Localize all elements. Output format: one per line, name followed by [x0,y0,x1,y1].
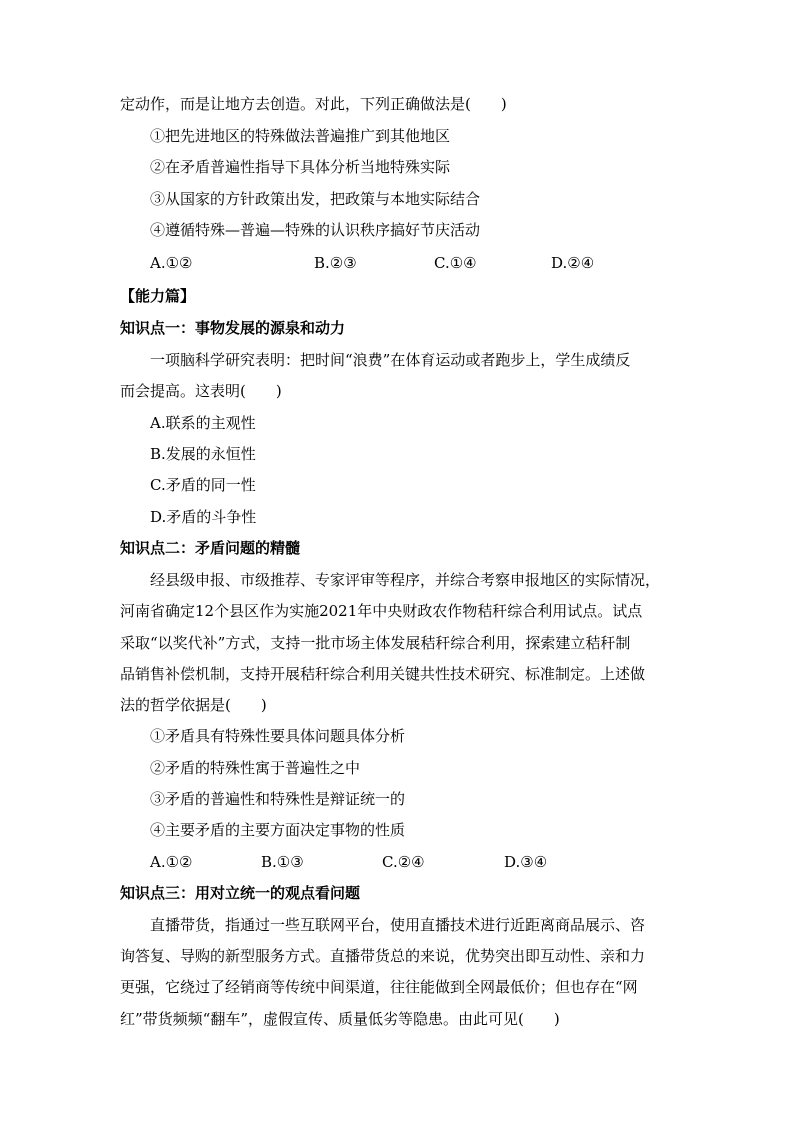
question-stem-line: 询答复、导购的新型服务方式。直播带货总的来说，优势突出即互动性、亲和力 [120,947,646,965]
option-a[interactable]: A.①② [150,853,193,871]
option-d[interactable]: D.③④ [504,853,548,871]
knowledge-point-heading: 知识点一：事物发展的源泉和动力 [120,319,346,337]
knowledge-point-heading: 知识点三：用对立统一的观点看问题 [120,884,361,902]
section-title: 【能力篇】 [120,287,196,305]
option-b[interactable]: B.发展的永恒性 [150,445,256,463]
question-stem-line: 品销售补偿机制，支持开展秸秆综合利用关键共性技术研究、标准制定。上述做 [120,665,646,683]
statement-item: ①把先进地区的特殊做法普遍推广到其他地区 [150,127,451,145]
option-c[interactable]: C.②④ [382,853,425,871]
option-b[interactable]: B.①③ [261,853,304,871]
option-a[interactable]: A.联系的主观性 [150,414,256,432]
statement-item: ②矛盾的特殊性寓于普遍性之中 [150,759,361,777]
statement-item: ③从国家的方针政策出发，把政策与本地实际结合 [150,190,481,208]
option-b[interactable]: B.②③ [314,254,357,272]
question-stem-line: 定动作，而是让地方去创造。对此，下列正确做法是( ) [120,95,507,113]
option-c[interactable]: C.①④ [434,254,477,272]
question-stem-line: 河南省确定12个县区作为实施2021年中央财政农作物秸秆综合利用试点。试点 [120,602,643,620]
option-d[interactable]: D.矛盾的斗争性 [150,508,257,526]
statement-item: ④主要矛盾的主要方面决定事物的性质 [150,821,406,839]
question-stem-line: 法的哲学依据是( ) [120,696,267,714]
question-stem-line: 更强，它绕过了经销商等传统中间渠道，往往能做到全网最低价；但也存在“网 [120,978,638,996]
question-stem-line: 经县级申报、市级推荐、专家评审等程序，并综合考察申报地区的实际情况， [150,571,661,589]
option-a[interactable]: A.①② [150,254,193,272]
question-stem-line: 红”带货频频“翻车”，虚假宣传、质量低劣等隐患。由此可见( ) [120,1010,560,1028]
knowledge-point-heading: 知识点二：矛盾问题的精髓 [120,539,301,557]
option-d[interactable]: D.②④ [551,254,595,272]
question-stem-line: 而会提高。这表明( ) [120,382,282,400]
question-stem-line: 采取“以奖代补”方式，支持一批市场主体发展秸秆综合利用，探索建立秸秆制 [120,634,631,652]
statement-item: ②在矛盾普遍性指导下具体分析当地特殊实际 [150,158,451,176]
question-stem-line: 一项脑科学研究表明：把时间“浪费”在体育运动或者跑步上，学生成绩反 [150,351,631,369]
statement-item: ③矛盾的普遍性和特殊性是辩证统一的 [150,790,406,808]
question-stem-line: 直播带货，指通过一些互联网平台，使用直播技术进行近距离商品展示、咨 [150,916,646,934]
statement-item: ④遵循特殊—普遍—特殊的认识秩序搞好节庆活动 [150,221,481,239]
statement-item: ①矛盾具有特殊性要具体问题具体分析 [150,727,406,745]
option-c[interactable]: C.矛盾的同一性 [150,476,256,494]
